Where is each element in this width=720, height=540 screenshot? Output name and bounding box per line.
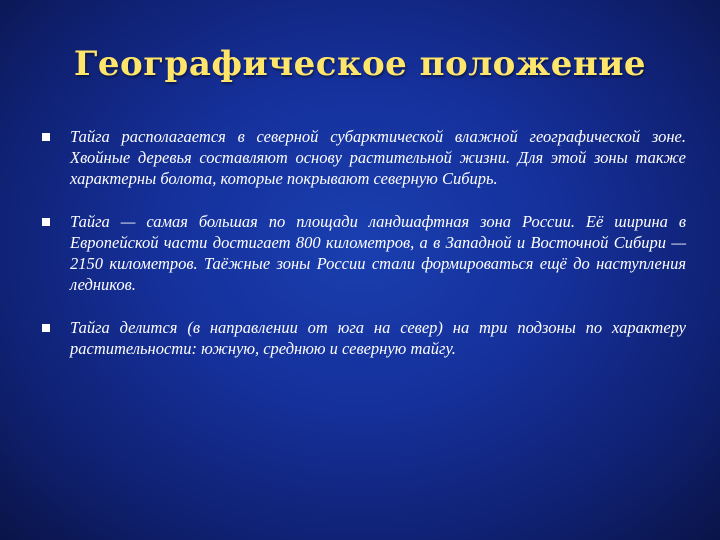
square-bullet-icon bbox=[42, 133, 50, 141]
bullet-item bbox=[36, 126, 686, 189]
bullet-item bbox=[36, 317, 686, 359]
bullet-list bbox=[36, 126, 686, 381]
square-bullet-icon bbox=[42, 218, 50, 226]
square-bullet-icon bbox=[42, 324, 50, 332]
bullet-item bbox=[36, 211, 686, 295]
bullet-text: Тайга располагается в северной субарктической влажной географической зоне. Хвойные деревья составляют основу растительной жизни. Для этой зоны также характерны болота, которые покрывают северную Сибирь. bbox=[70, 127, 686, 188]
bullet-text: Тайга делится (в направлении от юга на север) на три подзоны по характеру растительности: южную, среднюю и северную тайгу. bbox=[70, 318, 686, 358]
bullet-text: Тайга — самая большая по площади ландшафтная зона России. Её ширина в Европейской части достигает 800 километров, а в Западной и Восточной Сибири — 2150 километров. Таёжные зоны России стали формироваться ещё до наступления ледников. bbox=[70, 212, 686, 294]
slide-title: Географическое положение bbox=[73, 44, 647, 84]
